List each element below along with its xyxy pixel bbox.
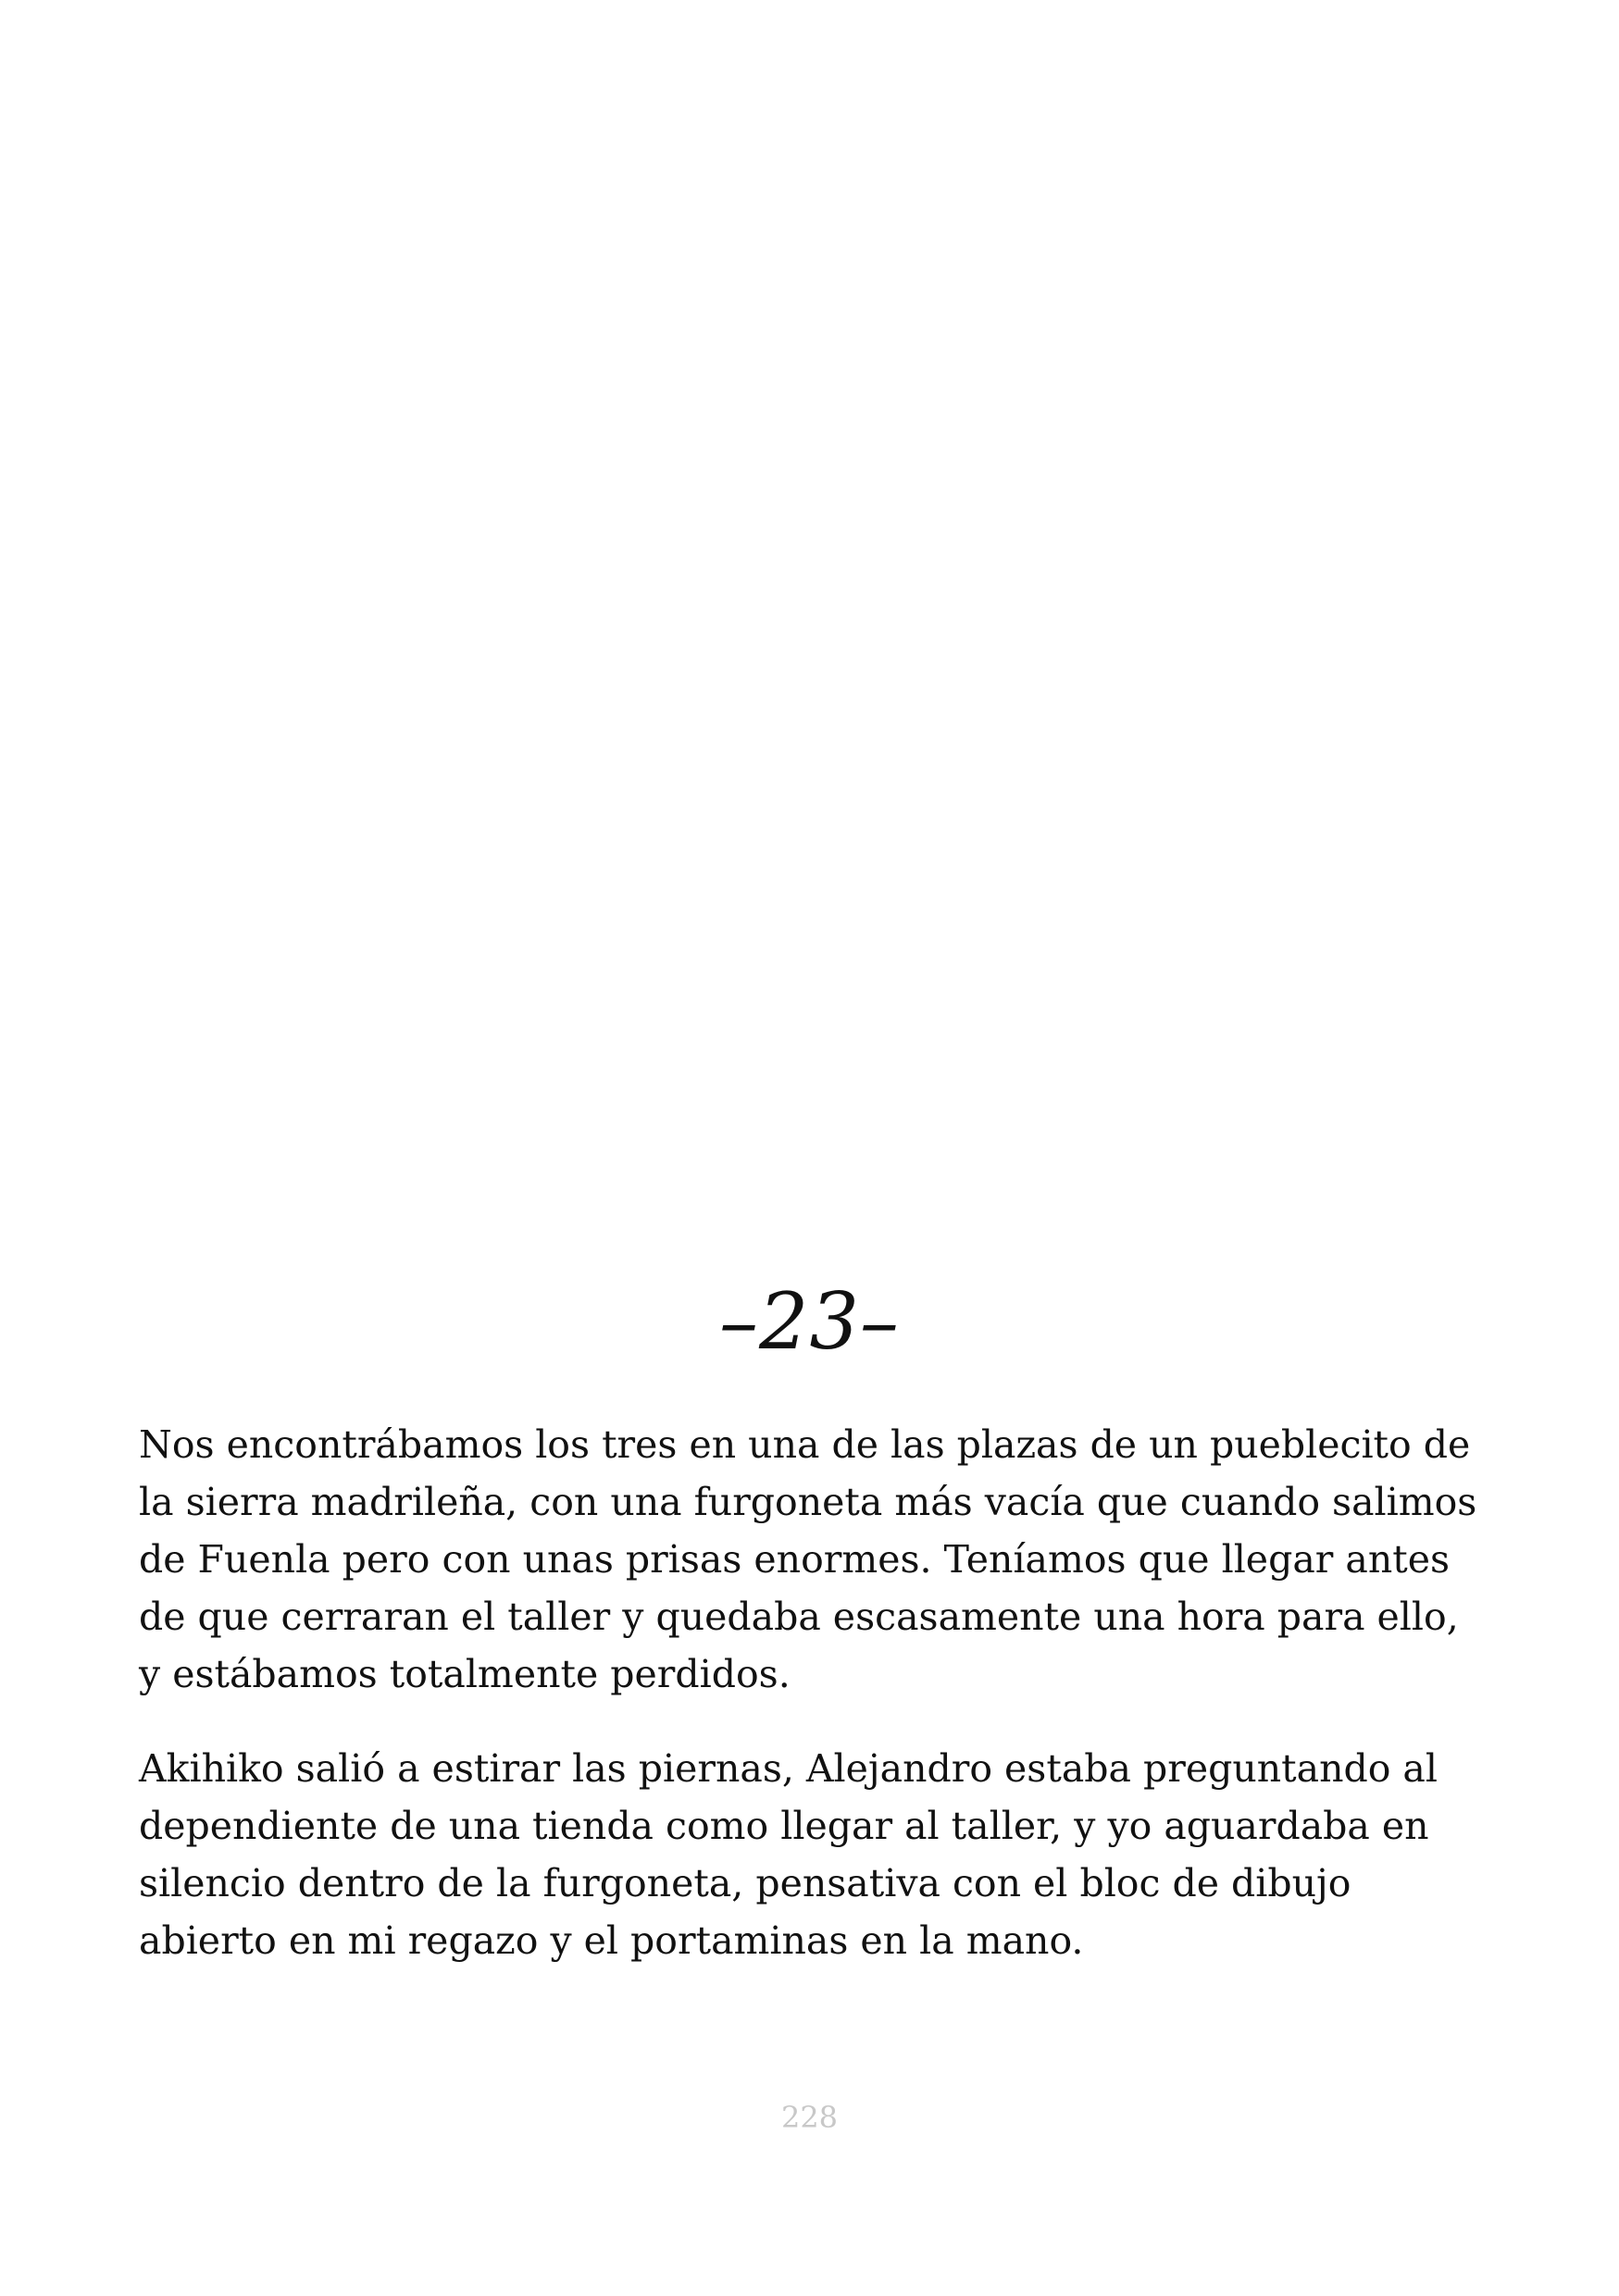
- chapter-number: –23–: [719, 1276, 900, 1367]
- page-number: 228: [780, 2100, 839, 2135]
- paragraph: Akihiko salió a estirar las piernas, Alejandro estaba preguntando al dependiente de una tienda como llegar al taller, y yo aguardaba en silencio dentro de la furgoneta, pensativa con el bloc de dibujo abierto en mi regazo y el portaminas en la mano.: [139, 1746, 1438, 1963]
- paragraph: Nos encontrábamos los tres en una de las plazas de un pueblecito de la sierra madrileña, con una furgoneta más vacía que cuando salimos de Fuenla pero con unas prisas enormes. Teníamos que llegar antes de que cerraran el taller y quedaba escasamente una hora para ello, y estábamos totalmente perdidos.: [139, 1422, 1477, 1696]
- chapter-body: [139, 1416, 1483, 1969]
